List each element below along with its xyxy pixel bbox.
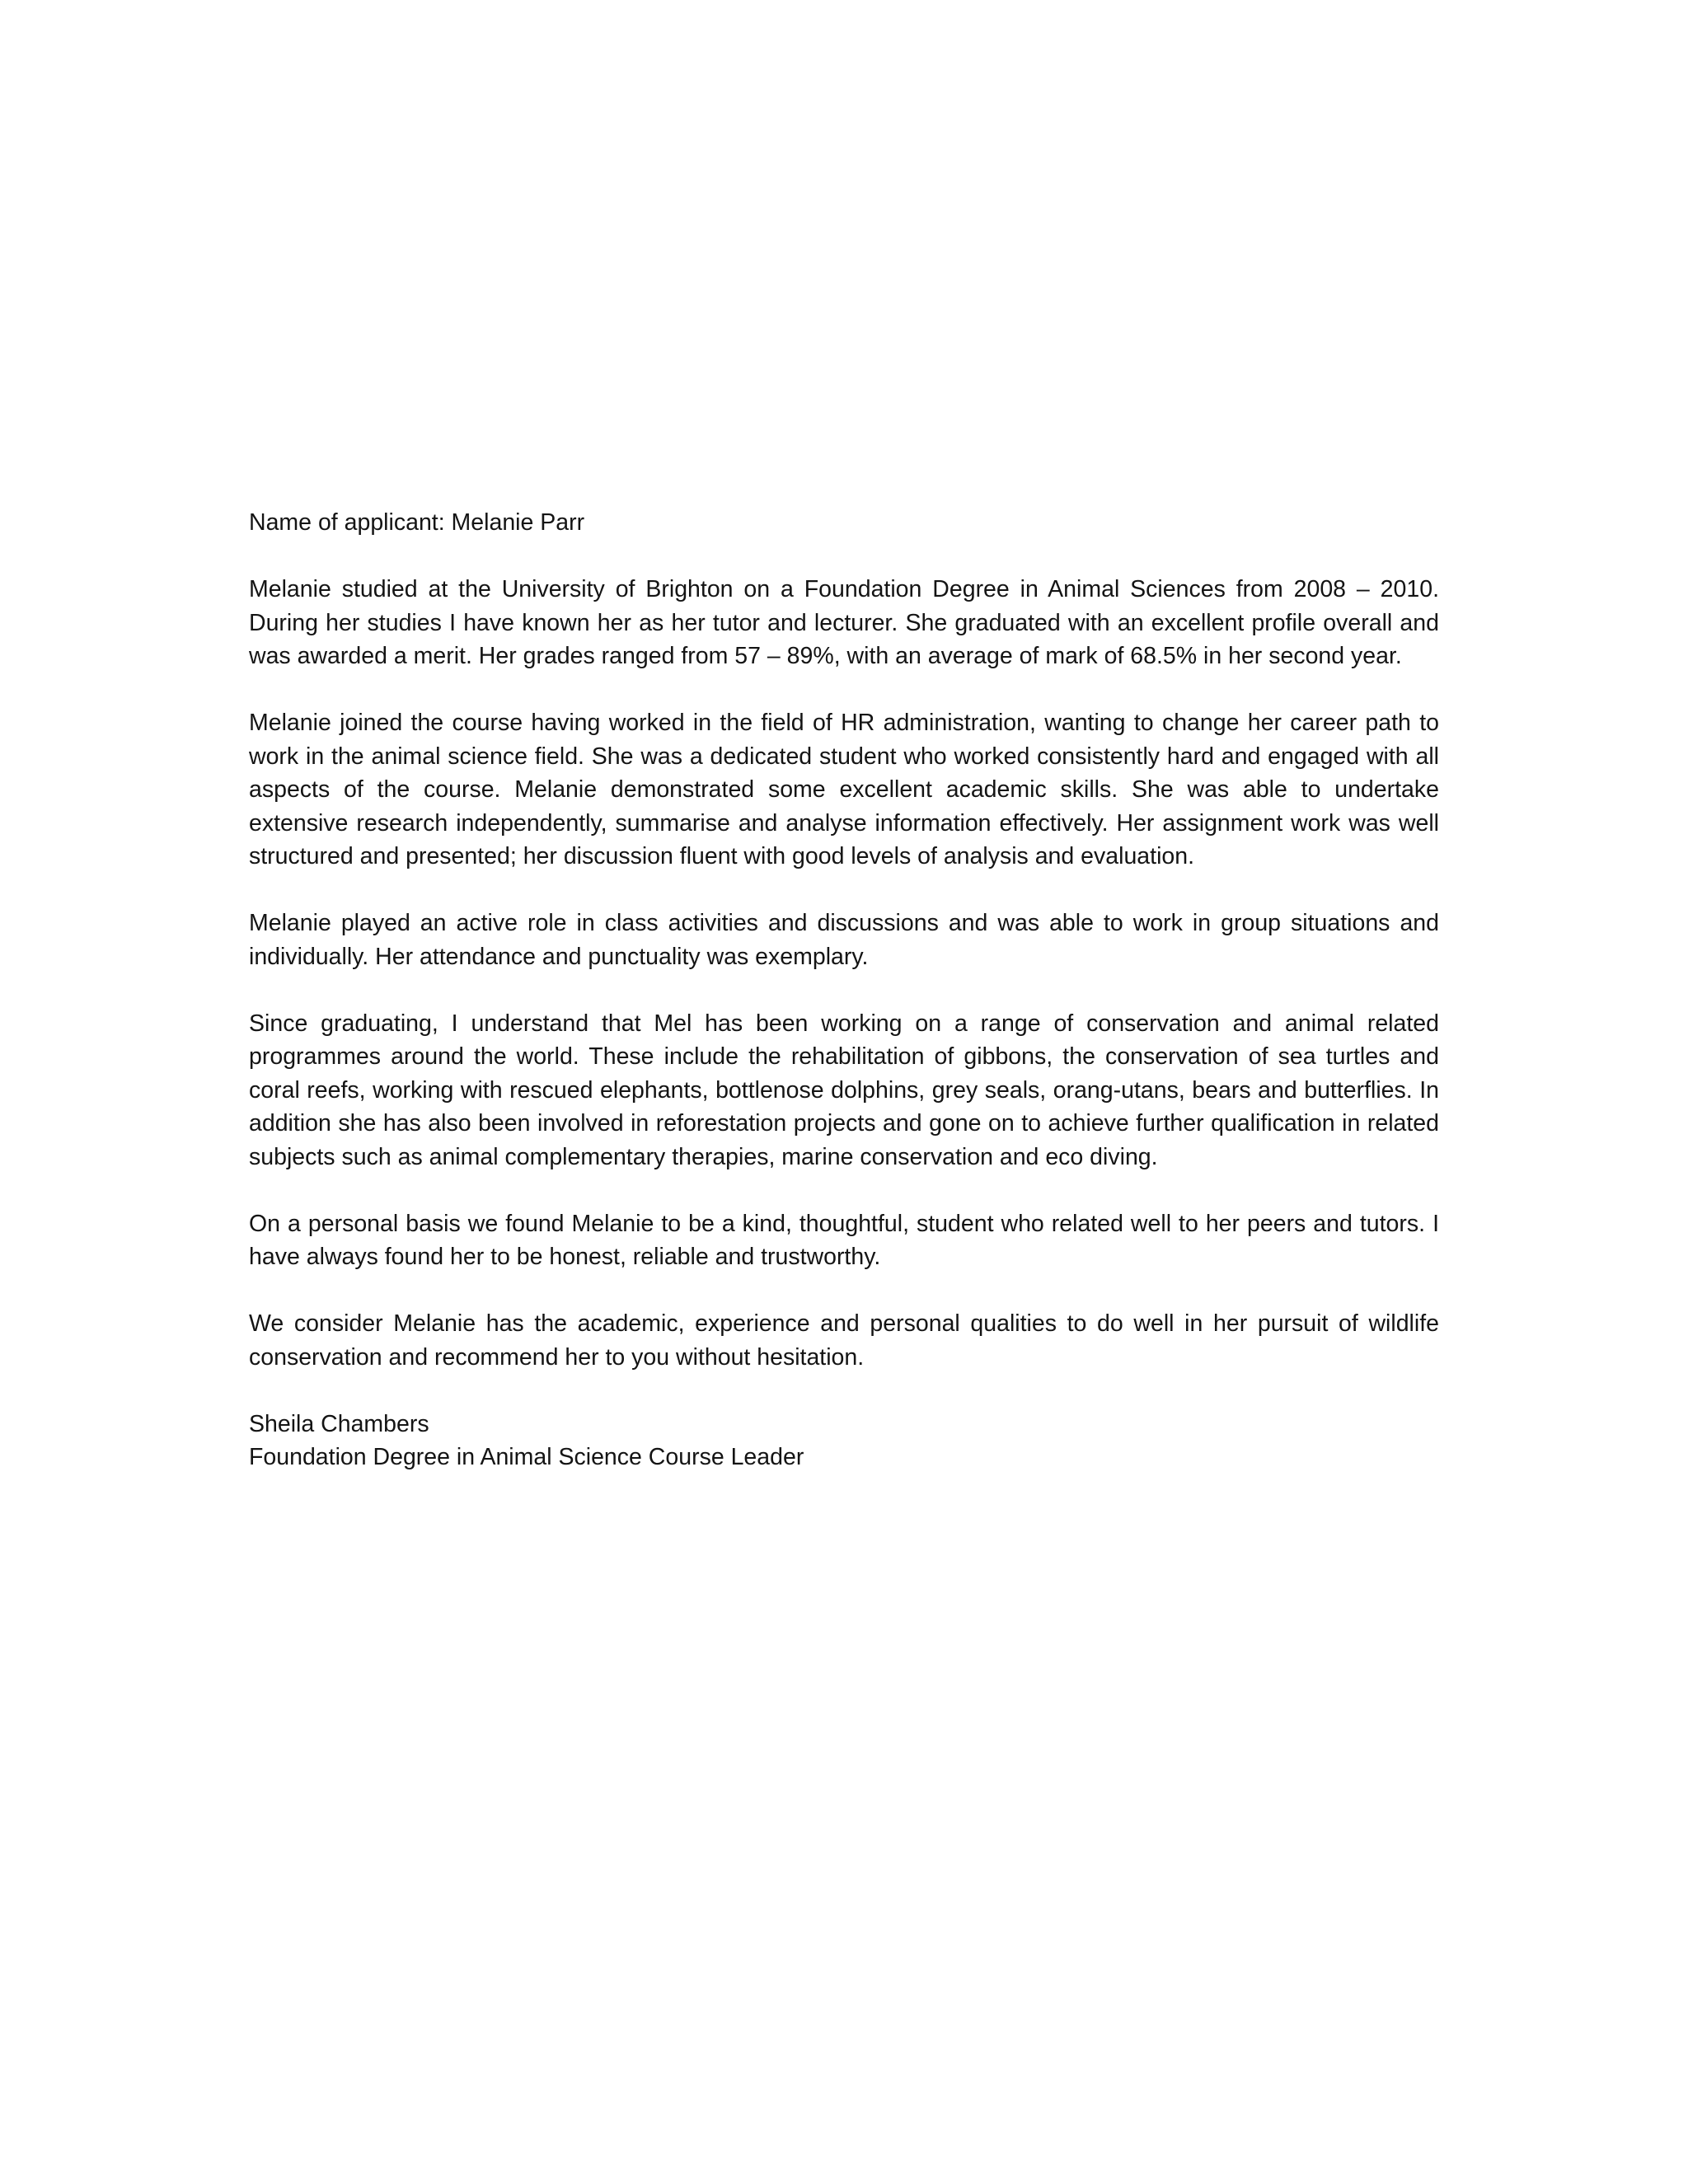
signatory-name: Sheila Chambers [249, 1410, 429, 1437]
signature-block [249, 1408, 1439, 1474]
paragraph-background-skills: Melanie joined the course having worked in the field of HR administration, wanting to change her career path to work in the animal science field. She was a dedicated student who worked consistently hard and engaged with all aspects of the course. Melanie demonstrated some excellent academic skills. She was able to undertake extensive research independently, summarise and analyse information effectively. Her assignment work was well structured and presented; her discussion fluent with good levels of analysis and evaluation. [249, 710, 1439, 869]
paragraph-education: Melanie studied at the University of Brighton on a Foundation Degree in Animal Sciences from 2008 – 2010. During her studies I have known her as her tutor and lecturer. She graduated with an excellent profile overall and was awarded a merit. Her grades ranged from 57 – 89%, with an average of mark of 68.5% in her second year. [249, 576, 1439, 669]
applicant-name-line: Name of applicant: Melanie Parr [249, 509, 585, 536]
signatory-title: Foundation Degree in Animal Science Course Leader [249, 1444, 804, 1470]
paragraph-participation: Melanie played an active role in class activities and discussions and was able to work in group situations and individually. Her attendance and punctuality was exemplary. [249, 910, 1439, 970]
paragraph-recommendation: We consider Melanie has the academic, experience and personal qualities to do well in her pursuit of wildlife conservation and recommend her to you without hesitation. [249, 1310, 1439, 1371]
reference-letter [249, 506, 1439, 1474]
paragraph-personal-qualities: On a personal basis we found Melanie to be a kind, thoughtful, student who related well to her peers and tutors. I have always found her to be honest, reliable and trustworthy. [249, 1210, 1439, 1270]
paragraph-post-graduation: Since graduating, I understand that Mel has been working on a range of conservation and animal related programmes around the world. These include the rehabilitation of gibbons, the conservation of sea turtles and coral reefs, working with rescued elephants, bottlenose dolphins, grey seals, orang-utans, bears and butterflies. In addition she has also been involved in reforestation projects and gone on to achieve further qualification in related subjects such as animal complementary therapies, marine conservation and eco diving. [249, 1010, 1439, 1170]
